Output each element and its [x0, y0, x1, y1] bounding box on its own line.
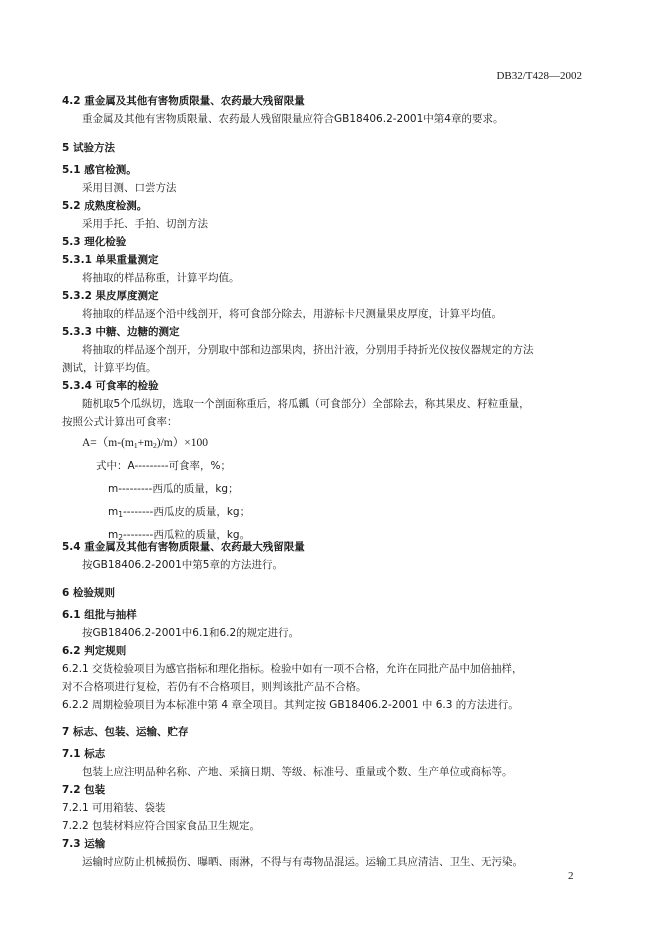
section-6-1-body: 按GB18406.2-2001中6.1和6.2的规定进行。 — [82, 627, 300, 639]
section-6-2-heading: 6.2 判定规则 — [62, 645, 127, 657]
section-5-3-2-heading: 5.3.2 果皮厚度测定 — [62, 290, 159, 302]
section-5-1-heading: 5.1 感官检测。 — [62, 164, 137, 176]
section-5-3-3-body-2: 测试，计算平均值。 — [62, 362, 157, 374]
section-5-3-4-heading: 5.3.4 可食率的检验 — [62, 380, 159, 392]
formula-legend-m2: $m_2--------$西瓜粒的质量，kg。 — [108, 529, 251, 542]
section-6-heading: 6 检验规则 — [62, 587, 115, 599]
section-5-3-2-body: 将抽取的样品逐个沿中线剖开，将可食部分除去，用游标卡尺测量果皮厚度，计算平均值。 — [82, 308, 502, 320]
section-4-2-body: 重金属及其他有害物质限量、农药最人残留限量应符合GB18406.2-2001中第4章的要求。 — [82, 113, 504, 125]
section-5-heading: 5 试验方法 — [62, 142, 115, 154]
section-5-2-heading: 5.2 成熟度检测。 — [62, 200, 148, 212]
section-5-3-3-body-1: 将抽取的样品逐个剖开，分别取中部和边部果肉，挤出汁液，分别用手持折光仪按仪器规定的方法 — [82, 344, 534, 356]
section-7-1-heading: 7.1 标志 — [62, 748, 106, 760]
section-5-3-1-heading: 5.3.1 单果重量测定 — [62, 254, 159, 266]
formula-legend-a: 式中：A---------可食率，%； — [96, 460, 232, 472]
section-5-1-body: 采用目测、口尝方法 — [82, 182, 177, 194]
section-7-3-heading: 7.3 运输 — [62, 838, 106, 850]
section-7-1-body: 包装上应注明品种名称、产地、采摘日期、等级、标准号、重量或个数、生产单位或商标等。 — [82, 766, 513, 778]
page-number: 2 — [568, 870, 574, 882]
section-5-3-4-body-2: 按照公式计算出可食率： — [62, 416, 178, 428]
formula-legend-m: m---------西瓜的质量，kg； — [108, 483, 239, 495]
section-5-2-body: 采用手托、手拍、切剖方法 — [82, 218, 208, 230]
section-5-4-heading: 5.4 重金属及其他有害物质限量、农药最大残留限量 — [62, 541, 305, 553]
section-5-3-heading: 5.3 理化检验 — [62, 236, 127, 248]
section-7-heading: 7 标志、包装、运输、贮存 — [62, 726, 189, 738]
formula-legend-m1: $m_1--------$西瓜皮的质量，kg； — [108, 506, 251, 519]
section-5-3-1-body: 将抽取的样品称重，计算平均值。 — [82, 272, 240, 284]
section-6-2-1: 6.2.1 交货检验项目为感官指标和理化指标。检验中如有一项不合格，允许在同批产品中加倍抽样， — [62, 663, 523, 675]
section-7-3-body: 运输时应防止机械损伤、曝晒、雨淋，不得与有毒物品混运。运输工具应清洁、卫生、无污染。 — [82, 856, 523, 868]
edible-rate-formula: $A=(m-(m_1+m_2)/m)\times 100$ — [82, 437, 208, 450]
section-6-1-heading: 6.1 组批与抽样 — [62, 609, 137, 621]
section-7-2-1: 7.2.1 可用箱装、袋装 — [62, 802, 166, 814]
section-5-4-body: 按GB18406.2-2001中第5章的方法进行。 — [82, 559, 283, 571]
section-4-2-heading: 4.2 重金属及其他有害物质限量、农药最大残留限量 — [62, 95, 305, 107]
section-6-2-2: 6.2.2 周期检验项目为本标准中第 4 章全项目。其判定按 GB18406.2-2001 中 6.3 的方法进行。 — [62, 699, 519, 711]
section-7-2-heading: 7.2 包装 — [62, 784, 106, 796]
section-5-3-3-heading: 5.3.3 中糖、边糖的测定 — [62, 326, 180, 338]
section-5-3-4-body-1: 随机取5个瓜纵切，选取一个剖面称重后，将瓜瓤（可食部分）全部除去，称其果皮、籽粒重量， — [82, 398, 530, 410]
document-code: DB32/T428—2002 — [496, 70, 582, 82]
section-7-2-2: 7.2.2 包装材料应符合国家食品卫生规定。 — [62, 820, 261, 832]
section-6-2-1-continued: 对不合格项进行复检，若仍有不合格项目，则判该批产品不合格。 — [62, 681, 367, 693]
